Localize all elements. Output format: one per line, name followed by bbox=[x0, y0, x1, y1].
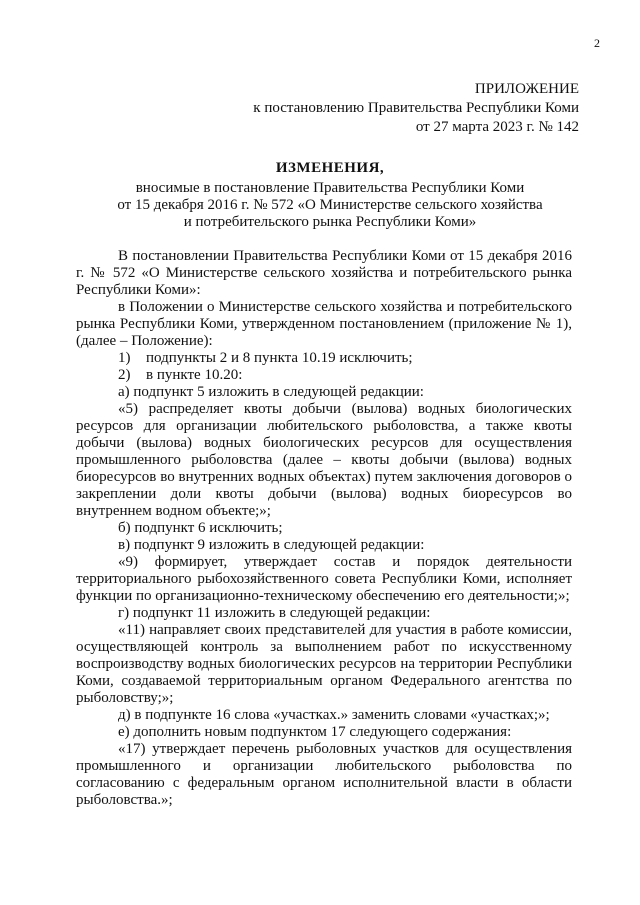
list-item-number: 2) bbox=[118, 367, 131, 383]
paragraph: д) в подпункте 16 слова «участках.» заменить словами «участках;»; bbox=[118, 707, 550, 723]
list-item-text: в пункте 10.20: bbox=[146, 367, 243, 383]
title-line: и потребительского рынка Республики Коми» bbox=[183, 214, 477, 230]
paragraph: «5) распределяет квоты добычи (вылова) водных биологических ресурсов для организации любительского рыболовства, а также квоты добычи (вылова) водных биологических ресурсов для осуществления промышленного рыболовства (далее – квоты добычи (вылова) водных биоресурсов во внутренних водных объектах) путем заключения договоров о закреплении доли квоты добычи (вылова) водных биоресурсов во внутреннем водном объекте;»; bbox=[76, 401, 572, 519]
document-body bbox=[76, 248, 572, 809]
paragraph: «9) формирует, утверждает состав и порядок деятельности территориального рыбохозяйственного совета Республики Коми, исполняет функции по организационно-техническому обеспечению его деятельности;»; bbox=[76, 554, 572, 604]
appendix-header bbox=[253, 80, 579, 137]
title-line: вносимые в постановление Правительства Республики Коми bbox=[135, 180, 525, 196]
appendix-title: ПРИЛОЖЕНИЕ bbox=[474, 81, 579, 97]
paragraph: в Положении о Министерстве сельского хозяйства и потребительского рынка Республики Коми, утвержденном постановлением (приложение № 1), (далее – Положение): bbox=[76, 299, 572, 349]
title-line: от 15 декабря 2016 г. № 572 «О Министерстве сельского хозяйства bbox=[117, 197, 543, 213]
page-number: 2 bbox=[594, 36, 600, 50]
appendix-reference: к постановлению Правительства Республики Коми bbox=[253, 100, 579, 116]
paragraph: б) подпункт 6 исключить; bbox=[118, 520, 283, 536]
list-item-number: 1) bbox=[118, 350, 131, 366]
title-heading: ИЗМЕНЕНИЯ, bbox=[275, 160, 385, 176]
paragraph: а) подпункт 5 изложить в следующей редакции: bbox=[118, 384, 424, 400]
paragraph: В постановлении Правительства Республики Коми от 15 декабря 2016 г. № 572 «О Министерстве сельского хозяйства и потребительского рынка Республики Коми»: bbox=[76, 248, 572, 298]
paragraph: «11) направляет своих представителей для участия в работе комиссии, осуществляющей контроль за выполнением работ по искусственному воспроизводству водных биологических ресурсов на территории Республики Коми, создаваемой территориальным органом Федерального агентства по рыболовству;»; bbox=[76, 622, 572, 706]
list-item-text: подпункты 2 и 8 пункта 10.19 исключить; bbox=[146, 350, 413, 366]
paragraph: «17) утверждает перечень рыболовных участков для осуществления промышленного и организации любительского рыболовства по согласованию с федеральным органом исполнительной власти в области рыболовства.»; bbox=[76, 741, 572, 808]
paragraph: е) дополнить новым подпунктом 17 следующего содержания: bbox=[118, 724, 512, 740]
list-item bbox=[118, 350, 572, 367]
document-title bbox=[80, 160, 580, 231]
appendix-date: от 27 марта 2023 г. № 142 bbox=[415, 119, 579, 135]
paragraph: г) подпункт 11 изложить в следующей редакции: bbox=[118, 605, 431, 621]
paragraph: в) подпункт 9 изложить в следующей редакции: bbox=[118, 537, 425, 553]
list-item bbox=[118, 367, 572, 384]
